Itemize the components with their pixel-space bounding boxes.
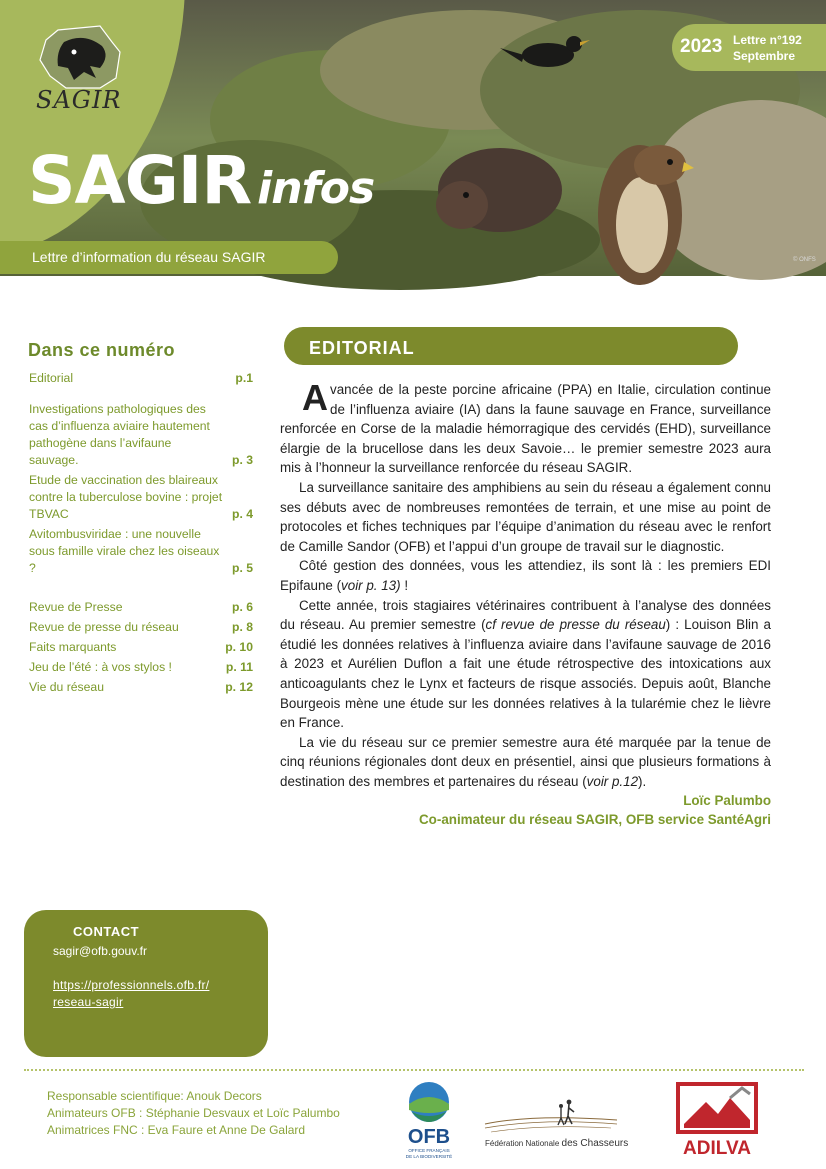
contact-email[interactable]: sagir@ofb.gouv.fr	[53, 944, 148, 958]
editorial-paragraph	[280, 377, 771, 478]
editorial-body	[280, 377, 771, 829]
toc-item-revue-presse[interactable]	[29, 599, 255, 616]
fnc-label-a: Fédération Nationale	[485, 1139, 560, 1148]
ofb-sub2: DE LA BIODIVERSITÉ	[405, 1154, 453, 1159]
toc-page: p. 4	[232, 507, 253, 521]
ofb-logo-icon	[396, 1080, 462, 1162]
toc-page: p.1	[235, 371, 253, 385]
issue-number: Lettre n°192	[733, 33, 802, 47]
paragraph-text: !	[400, 577, 409, 593]
toc-label: Etude de vaccination des blaireaux contre la tuberculose bovine : projet TBVAC	[29, 473, 223, 521]
link-line: reseau-sagir	[53, 995, 124, 1009]
toc-item-editorial[interactable]	[29, 370, 255, 387]
editorial-paragraph	[280, 733, 771, 792]
paragraph-text: Côté gestion des données, vous les attendiez, ils sont là : les premiers EDI Epifaune (	[280, 558, 771, 593]
title-main: SAGIR	[28, 142, 252, 219]
editorial-paragraph	[280, 596, 771, 733]
editorial-paragraph: La surveillance sanitaire des amphibiens au sein du réseau a également connu ses débuts avec de nombreuses remontées de terrain, et une mise au point de protocoles et fiches techniques par l’équipe d’animation du réseau avec le renfort de Camille Sandor (OFB) et l’appui d’un groupe de travail sur le diagnostic.	[280, 479, 771, 554]
toc-label: Avitombusviridae : une nouvelle sous famille virale chez les oiseaux ?	[29, 527, 220, 575]
issue-info	[733, 33, 802, 64]
toc-item-faits-marquants[interactable]	[29, 639, 255, 656]
credit-scientific: Responsable scientifique: Anouk Decors	[47, 1089, 262, 1103]
toc-item-jeu-ete[interactable]	[29, 659, 255, 676]
table-of-contents	[29, 370, 255, 696]
footer-divider	[24, 1069, 804, 1071]
toc-title: Dans ce numéro	[28, 340, 176, 360]
toc-page: p. 11	[225, 660, 253, 674]
ofb-sub1: OFFICE FRANÇAIS	[408, 1148, 450, 1153]
toc-label: Faits marquants	[29, 640, 117, 654]
issue-year: 2023	[680, 36, 723, 57]
paragraph-ref: voir p. 13)	[341, 577, 401, 593]
toc-item-influenza[interactable]	[29, 401, 255, 469]
link-line: https://professionnels.ofb.fr/	[53, 978, 210, 992]
toc-page: p. 3	[232, 453, 253, 467]
contact-box	[24, 910, 268, 1057]
toc-item-tbvac[interactable]	[29, 472, 255, 523]
toc-page: p. 6	[232, 600, 253, 614]
photo-credit: © ONFS	[793, 257, 816, 263]
toc-item-revue-reseau[interactable]	[29, 619, 255, 636]
header-banner	[0, 0, 826, 276]
adilva-logo-icon	[670, 1080, 765, 1160]
paragraph-text: ).	[638, 773, 647, 789]
paragraph-text: La vie du réseau sur ce premier semestre aura été marquée par la tenue de cinq réunions régionales dont deux en présentiel, ainsi que plusieurs formations à destination des membres et partenaires du réseau (	[280, 734, 771, 789]
adilva-label: ADILVA	[683, 1138, 751, 1159]
toc-item-vie-reseau[interactable]	[29, 679, 255, 696]
toc-page: p. 10	[225, 640, 253, 654]
newsletter-title	[28, 142, 375, 219]
fnc-label-b: des Chasseurs	[561, 1138, 629, 1149]
credit-ofb: Animateurs OFB : Stéphanie Desvaux et Loïc Palumbo	[47, 1106, 340, 1120]
paragraph-text: Cette année, trois stagiaires vétérinaires contribuent à l’analyse des données du réseau. Au premier semestre (	[280, 597, 771, 633]
svg-text:Fédération Nationale des Chass	[485, 1138, 628, 1149]
ofb-label: OFB	[407, 1126, 451, 1148]
toc-item-avitombusviridae[interactable]	[29, 526, 255, 577]
issue-month: Septembre	[733, 48, 796, 63]
contact-website-link[interactable]	[53, 977, 209, 1011]
paragraph-text: ) : Louison Blin a étudié les données relatives à l’influenza aviaire dans l’avifaune sauvage de 2016 à 2023 et Aurélien Duflon a fait une étude rétrospective des intoxications aux anticoagulants chez le Lynx et facteurs de risque associés. Depuis août, Blanche Bourgeois mène une étude sur les données relatives à la tularémie chez le lièvre en France.	[280, 617, 771, 731]
toc-page: p. 12	[225, 680, 253, 694]
toc-label: Editorial	[29, 371, 74, 385]
credit-fnc: Animatrices FNC : Eva Faure et Anne De Galard	[47, 1123, 306, 1137]
toc-label: Vie du réseau	[29, 680, 104, 694]
footer-credits	[47, 1088, 340, 1139]
toc-label: Jeu de l’été : à vos stylos !	[29, 660, 172, 674]
editorial-heading: EDITORIAL	[309, 338, 415, 358]
paragraph-ref: cf revue de presse du réseau	[485, 617, 666, 633]
drop-cap: A	[302, 377, 328, 418]
title-sub: infos	[257, 163, 375, 214]
toc-label: Revue de presse du réseau	[29, 620, 179, 634]
toc-label: Revue de Presse	[29, 600, 123, 614]
toc-page: p. 5	[232, 561, 253, 575]
toc-page: p. 8	[232, 620, 253, 634]
fnc-logo-icon	[483, 1094, 629, 1156]
tagline: Lettre d’information du réseau SAGIR	[32, 249, 266, 265]
toc-label: Investigations pathologiques des cas d’influenza aviaire hautement pathogène dans l’avifaune sauvage.	[29, 402, 210, 467]
logo-text: SAGIR	[36, 86, 122, 114]
contact-title: CONTACT	[73, 924, 140, 939]
paragraph-ref: voir p.12	[586, 773, 639, 789]
paragraph-text: vancée de la peste porcine africaine (PPA) en Italie, circulation continue de l’influenza aviaire (IA) dans la faune sauvage en France, surveillance renforcée en Corse de la maladie hémorragique des cervidés (EHD), surveillance élargie de la brucellose dans les deux Savoie… le premier semestre 2023 aura mis à l’honneur la surveillance renforcée du réseau SAGIR.	[280, 382, 771, 476]
editorial-paragraph	[280, 556, 771, 595]
signature-role: Co-animateur du réseau SAGIR, OFB service SantéAgri	[419, 812, 771, 828]
signature-name: Loïc Palumbo	[683, 793, 771, 809]
